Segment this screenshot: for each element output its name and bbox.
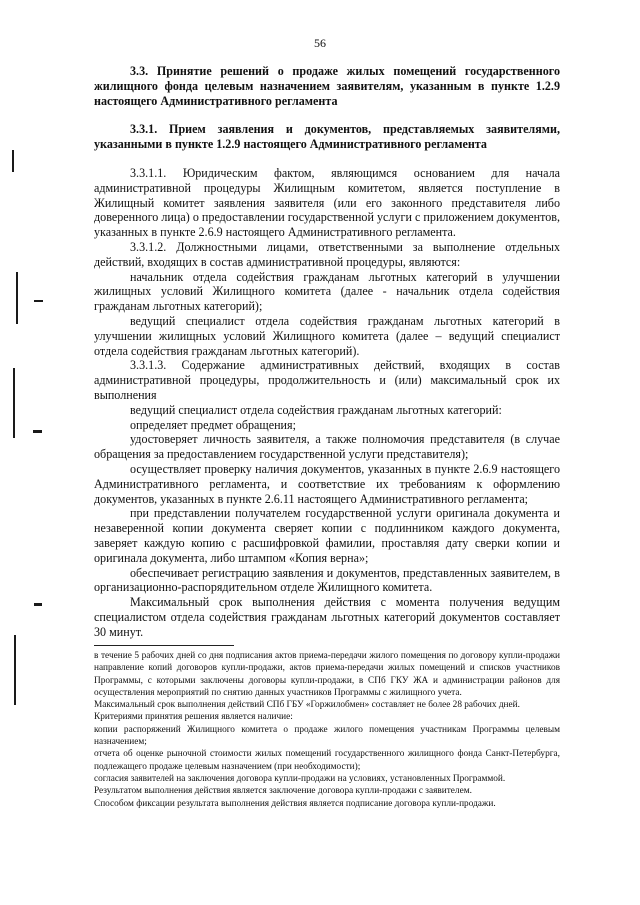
footnote-line: Результатом выполнения действия является заключение договора купли-продажи с заявителем.: [94, 786, 472, 797]
section-heading: 3.3. Принятие решений о продаже жилых помещений государственного жилищного фонда целевым назначением заявителям, указанным в пункте 1.2.9 настоящего Административного регламента: [94, 64, 560, 108]
paragraph-checks-documents: осуществляет проверку наличия документов, указанных в пункте 2.6.9 настоящего Административного регламента, и соответствие их требованиям к оформлению документов, указанных в пункте 2.6.11 настоящего Административного регламента;: [94, 461, 560, 506]
paragraph-max-duration: Максимальный срок выполнения действия с момента получения ведущим специалистом отдела содействия гражданам льготных категорий документов составляет 30 минут.: [94, 595, 560, 639]
scan-mark-dash: [33, 430, 42, 433]
paragraph-verifies-identity: удостоверяет личность заявителя, а также полномочия представителя (в случае обращения за предоставлением государственной услуги представителя);: [94, 432, 560, 462]
footnote-line: Способом фиксации результата выполнения действия является подписание договора купли-продажи.: [94, 798, 496, 809]
footnote-line: копии распоряжений Жилищного комитета о продаже жилого помещения участникам Программы целевым назначением;: [94, 724, 560, 748]
scan-mark-dash: [34, 603, 42, 606]
paragraph-lead-specialist: ведущий специалист отдела содействия гражданам льготных категорий в улучшении жилищных условий Жилищного комитета (далее – ведущий специалист отдела содействия гражданам льготных категорий).: [94, 313, 560, 358]
scan-mark-bar: [13, 368, 15, 438]
paragraph-determines-subject: определяет предмет обращения;: [130, 417, 296, 432]
paragraph-3-3-1-1: 3.3.1.1. Юридическим фактом, являющимся основанием для начала административной процедуры Жилищным комитетом, является поступление в Жилищный комитет заявления заявителя (или его законного представителя либо доверенного лица) о предоставлении государственной услуги с приложением документов, указанных в пункте 2.6.9 настоящего Административного регламента.: [94, 165, 560, 240]
footnote-line: согласия заявителей на заключения договора купли-продажи на условиях, установленных Программой.: [94, 773, 506, 784]
scan-mark-dash: [34, 300, 43, 302]
paragraph-specialist-duties: ведущий специалист отдела содействия гражданам льготных категорий:: [130, 402, 502, 417]
footnotes: [94, 650, 560, 810]
page-number: 56: [314, 36, 326, 50]
paragraph-registration: обеспечивает регистрацию заявления и документов, представленных заявителем, в организационно-распорядительном отделе Жилищного комитета.: [94, 565, 560, 595]
scan-mark-bar: [14, 635, 16, 705]
footnote-line: отчета об оценке рыночной стоимости жилых помещений государственного жилищного фонда Санкт-Петербурга, подлежащего продаже целевым назначением (при необходимости);: [94, 749, 560, 772]
footnote-line: в течение 5 рабочих дней со дня подписания актов приема-передачи жилого помещения по договору купли-продажи направление копий договоров купли-продажи, актов приема-передачи жилых помещений и списков участников Программы, с которыми заключены договоры купли-продажи, в СПб ГКУ ЖА и администрации районов для осуществления мероприятий по снятию данных участников Программы с жилищного учета.: [94, 651, 560, 698]
scan-mark-bar: [12, 150, 14, 172]
paragraph-verifies-copies: при представлении получателем государственной услуги оригинала документа и незаверенной копии документа сверяет копии с подлинником каждого документа, заверяет каждую копию с расшифровкой фамилии, проставляя дату сверки копии и оригинала документа, либо штампом «Копия верна»;: [94, 506, 560, 565]
footnote-line: Критериями принятия решения является наличие:: [94, 712, 293, 723]
subsection-heading: 3.3.1. Прием заявления и документов, представляемых заявителями, указанными в пункте 1.2.9 настоящего Административного регламента: [94, 122, 560, 152]
paragraph-3-3-1-3: 3.3.1.3. Содержание административных действий, входящих в состав административной процедуры, продолжительность и (или) максимальный срок их выполнения: [94, 358, 560, 402]
main-text: [94, 64, 560, 639]
footnote-divider: [94, 645, 234, 646]
paragraph-3-3-1-2: 3.3.1.2. Должностными лицами, ответственными за выполнение отдельных действий, входящих в состав административной процедуры, являются:: [94, 239, 560, 269]
scan-mark-bar: [16, 272, 18, 324]
footnote-line: Максимальный срок выполнения действий СПб ГБУ «Горжилобмен» составляет не более 28 рабочих дней.: [94, 700, 520, 711]
paragraph-head-of-department: начальник отдела содействия гражданам льготных категорий в улучшении жилищных условий Жилищного комитета (далее - начальник отдела содействия гражданам льготных категорий);: [94, 269, 560, 314]
